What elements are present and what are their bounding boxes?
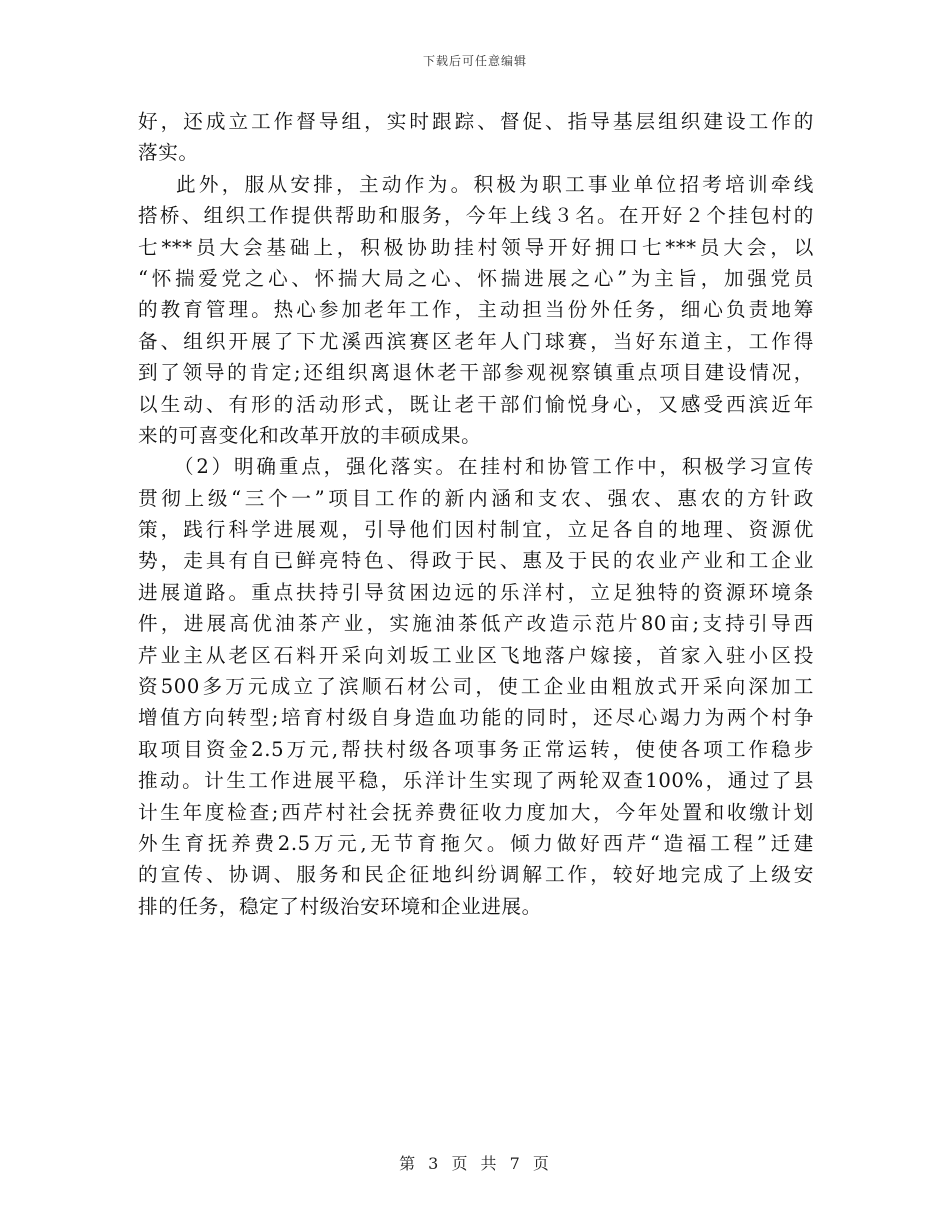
text-line: 增值方向转型;培育村级自身造血功能的同时，还尽心竭力为两个村争: [138, 706, 814, 730]
text-line: “怀揣爱党之心、怀揣大局之心、怀揣进展之心”为主旨，加强党员: [138, 266, 814, 290]
text-line: 到了领导的肯定;还组织离退休老干部参观视察镇重点项目建设情况，: [138, 361, 814, 385]
paragraph-start-line: （2）明确重点，强化落实。在挂村和协管工作中，积极学习宣传: [174, 455, 814, 479]
text-line: 资500多万元成立了滨顺石材公司，使工企业由粗放式开采向深加工: [138, 675, 814, 699]
text-line: 策，践行科学进展观，引导他们因村制宜，立足各自的地理、资源优: [138, 518, 814, 542]
text-line: 推动。计生工作进展平稳，乐洋计生实现了两轮双查100%，通过了县: [138, 769, 814, 793]
text-line: 来的可喜变化和改革开放的丰硕成果。: [138, 423, 482, 447]
text-line: 外生育抚养费2.5万元,无节育拖欠。倾力做好西芹“造福工程”迁建: [138, 831, 814, 855]
text-line: 进展道路。重点扶持引导贫困边远的乐洋村，立足独特的资源环境条: [138, 580, 814, 604]
text-line: 计生年度检查;西芹村社会抚养费征收力度加大，今年处置和收缴计划: [138, 800, 814, 824]
text-line: 好，还成立工作督导组，实时跟踪、督促、指导基层组织建设工作的: [138, 110, 814, 133]
text-line: 件，进展高优油茶产业，实施油茶低产改造示范片80亩;支持引导西: [138, 612, 814, 636]
text-line: 的宣传、协调、服务和民企征地纠纷调解工作，较好地完成了上级安: [138, 863, 814, 887]
text-line: 的教育管理。热心参加老年工作，主动担当份外任务，细心负责地筹: [138, 298, 814, 322]
text-line: 以生动、有形的活动形式，既让老干部们愉悦身心，又感受西滨近年: [138, 392, 814, 416]
text-line: 贯彻上级“三个一”项目工作的新内涵和支农、强农、惠农的方针政: [138, 486, 814, 510]
text-line: 七***员大会基础上，积极协助挂村领导开好拥口七***员大会，以: [138, 235, 814, 259]
text-line: 芹业主从老区石料开采向刘坂工业区飞地落户嫁接，首家入驻小区投: [138, 643, 814, 667]
page-header: 下载后可任意编辑: [422, 54, 527, 68]
text-line: 备、组织开展了下尤溪西滨赛区老年人门球赛，当好东道主，工作得: [138, 329, 814, 353]
paragraph-start-line: 此外，服从安排，主动作为。积极为职工事业单位招考培训牵线: [176, 172, 814, 196]
text-line: 势，走具有自已鲜亮特色、得政于民、惠及于民的农业产业和工企业: [138, 549, 814, 573]
text-line: 排的任务，稳定了村级治安环境和企业进展。: [138, 894, 542, 918]
document-body: [138, 106, 814, 922]
text-line: 搭桥、组织工作提供帮助和服务，今年上线３名。在开好２个挂包村的: [138, 204, 814, 228]
text-line: 取项目资金2.5万元,帮扶村级各项事务正常运转，使使各项工作稳步: [138, 737, 814, 761]
page-number: 第 3 页 共 7 页: [399, 1154, 551, 1173]
text-line: 落实。: [138, 141, 199, 165]
